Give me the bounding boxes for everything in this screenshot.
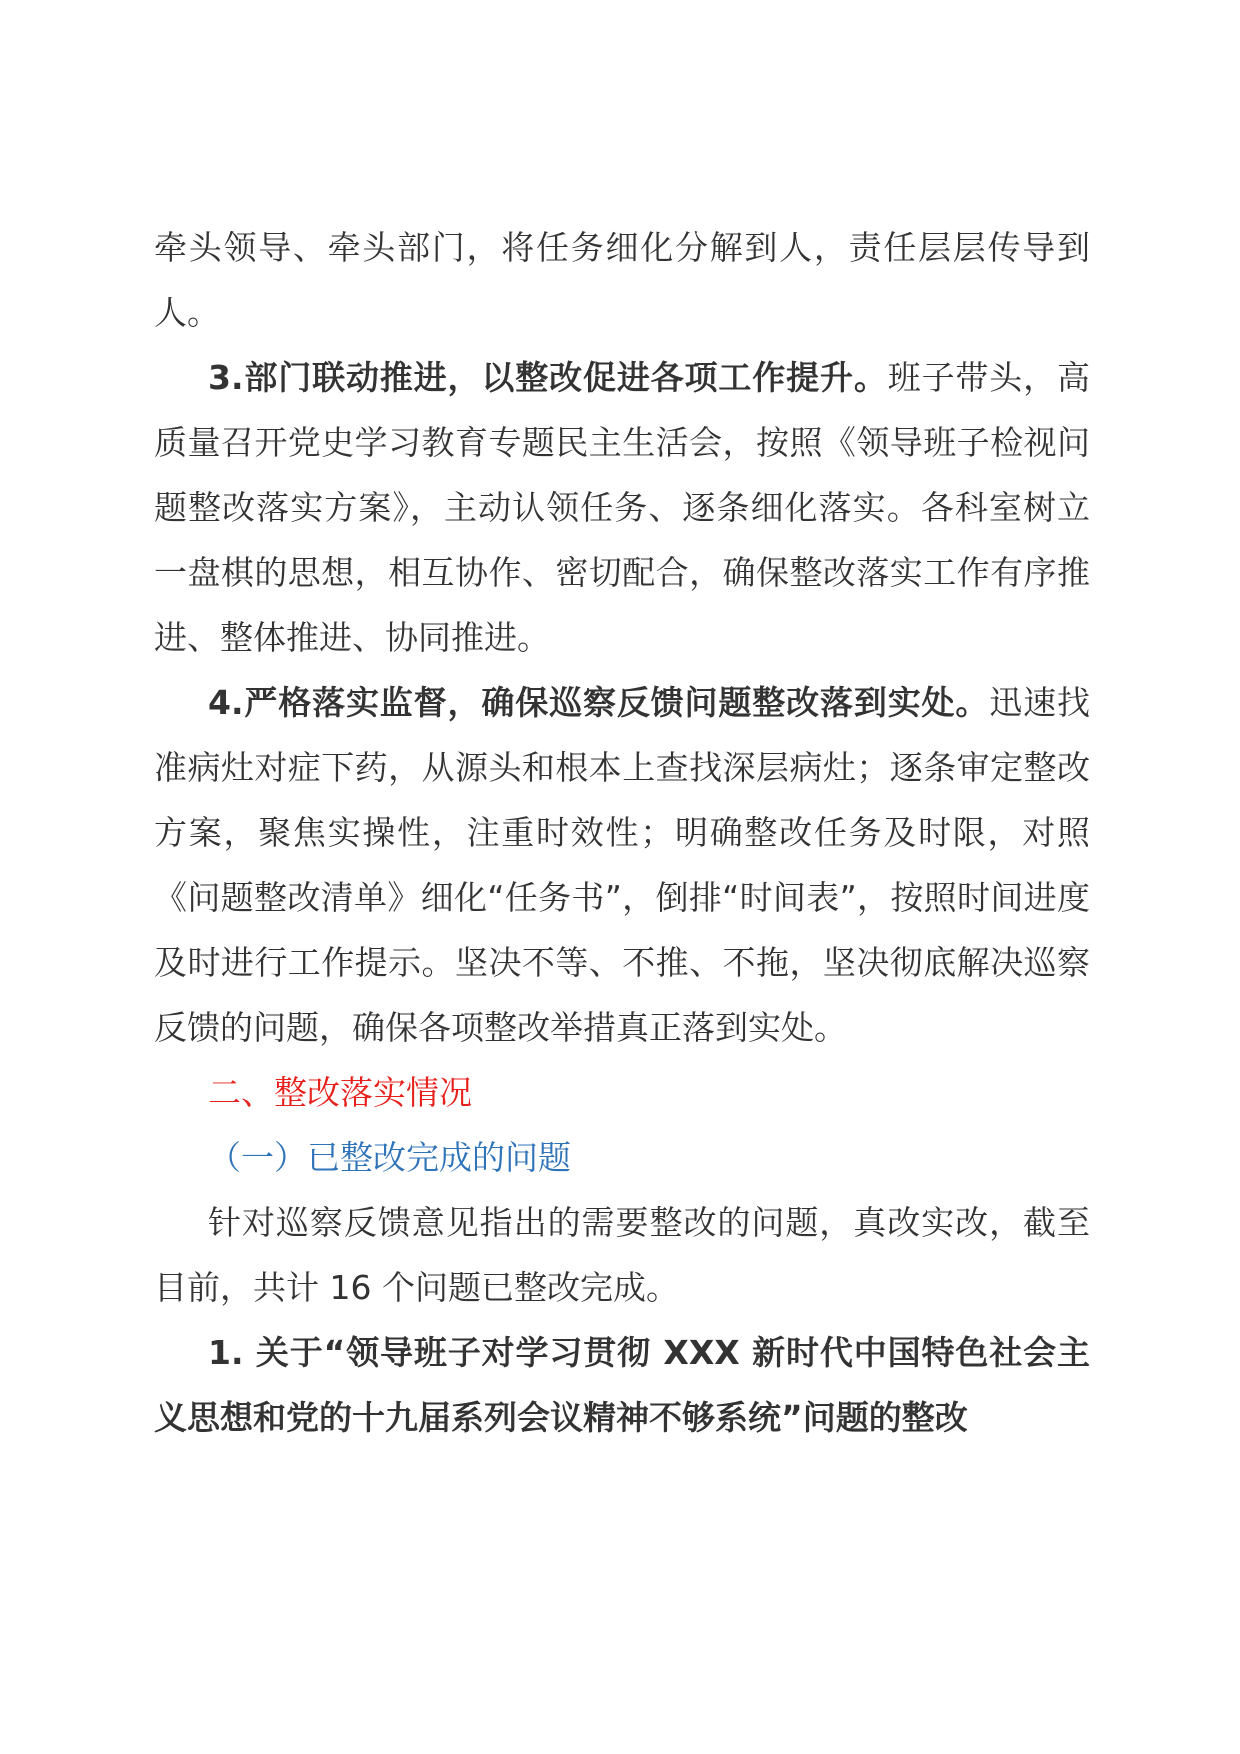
paragraph-heading-4: 4.严格落实监督，确保巡察反馈问题整改落到实处。 [208, 683, 990, 722]
paragraph-body-4: 迅速找准病灶对症下药，从源头和根本上查找深层病灶；逐条审定整改方案，聚焦实操性，注重时效性；明确整改任务及时限，对照《问题整改清单》细化“任务书”，倒排“时间表”，按照时间进度及时进行工作提示。坚决不等、不推、不拖，坚决彻底解决巡察反馈的问题，确保各项整改举措真正落到实处。 [154, 683, 1091, 1047]
paragraph-department-linkage [154, 345, 1090, 670]
paragraph-responsibility: 牵头领导、牵头部门，将任务细化分解到人，责任层层传导到人。 [154, 228, 1090, 332]
subsection-heading-completed: （一）已整改完成的问题 [208, 1138, 571, 1177]
paragraph-completed-summary: 针对巡察反馈意见指出的需要整改的问题，真改实改，截至目前，共计 16 个问题已整改完成。 [154, 1203, 1090, 1307]
paragraph-item-1-heading: 1. 关于“领导班子对学习贯彻 XXX 新时代中国特色社会主义思想和党的十九届系列会议精神不够系统”问题的整改 [154, 1333, 1090, 1437]
document-body [154, 215, 1090, 1450]
section-heading-rectification-status: 二、整改落实情况 [208, 1073, 472, 1112]
paragraph-heading-3: 3.部门联动推进，以整改促进各项工作提升。 [208, 358, 888, 397]
paragraph-supervision [154, 670, 1090, 1060]
paragraph-body-3: 班子带头，高质量召开党史学习教育专题民主生活会，按照《领导班子检视问题整改落实方案》，主动认领任务、逐条细化落实。各科室树立一盘棋的思想，相互协作、密切配合，确保整改落实工作有序推进、整体推进、协同推进。 [154, 358, 1091, 657]
